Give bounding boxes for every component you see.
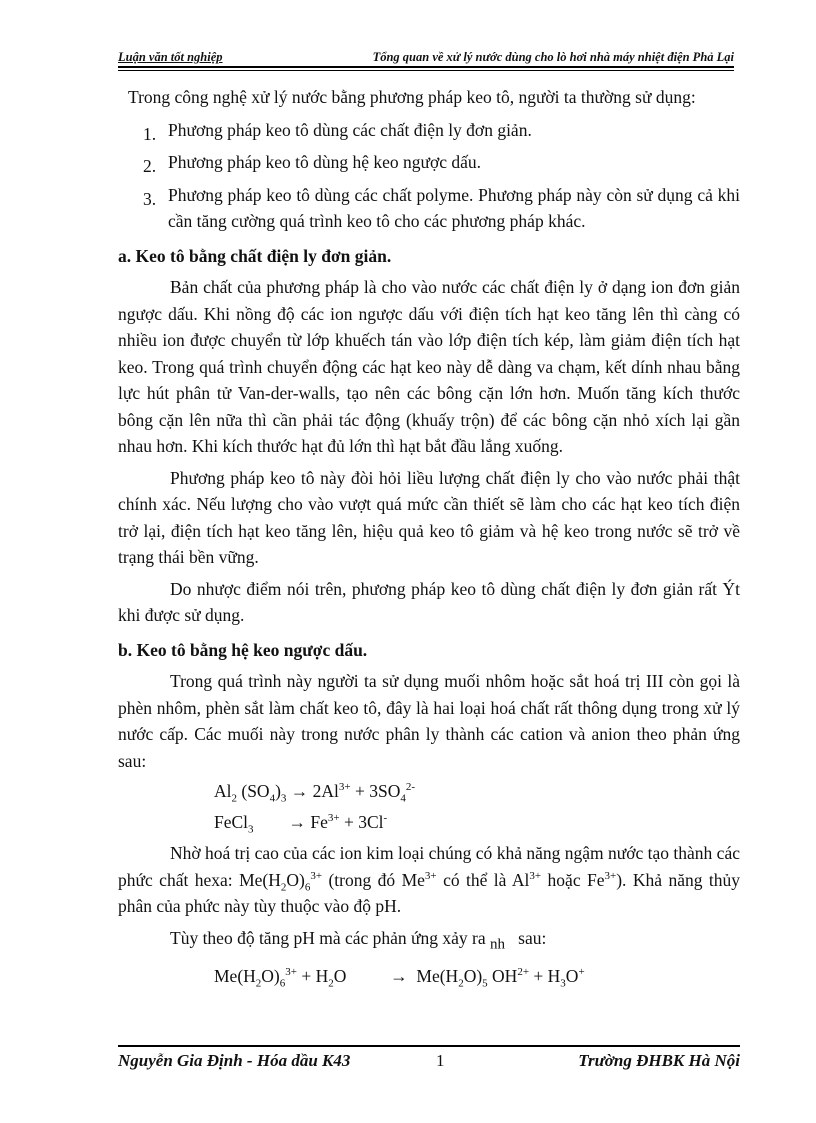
footer-author: Nguyễn Gia Định - Hóa dầu K43: [118, 1051, 351, 1070]
section-a-heading: a. Keo tô bằng chất điện ly đơn giản.: [118, 245, 392, 266]
methods-list: [118, 117, 740, 235]
list-text: Phương pháp keo tô dùng các chất polyme. Phương pháp này còn sử dụng cả khi cần tăng cường quá trình keo tô cho các phương pháp khác.: [168, 184, 740, 231]
header-rule-thin: [118, 70, 734, 71]
header-rule: [118, 66, 734, 68]
arrow-icon: →: [390, 966, 408, 986]
equation-ferric-chloride: FeCl$_3$ → $Fe^{3+} + 3Cl^-$: [214, 811, 388, 835]
list-number: 2.: [143, 156, 157, 176]
intro-paragraph: Trong công nghệ xử lý nước bằng phương pháp keo tô, người ta thường sử dụng:: [128, 87, 696, 107]
list-item: [118, 117, 740, 144]
section-b-paragraph-1: Trong quá trình này người ta sử dụng muối nhôm hoặc sắt hoá trị III còn gọi là phèn nhôm, phèn sắt làm chất keo tô, đây là hai loại hoá chất rất thông dụng trong xử lý nước cấp. Các muối này trong nước phân ly thành các cation và anion theo phản ứng sau:: [118, 671, 740, 771]
header-left: Luận văn tốt nghiệp: [118, 50, 223, 64]
list-text: Phương pháp keo tô dùng hệ keo ngược dấu.: [168, 152, 482, 172]
header-right: Tổng quan về xử lý nước dùng cho lò hơi nhà máy nhiệt điện Phả Lại: [372, 50, 734, 64]
section-b-paragraph-3: Tùy theo độ tăng pH mà các phản ứng xảy ra $_{nh}$ sau:: [170, 927, 547, 952]
arrow-icon: →: [290, 781, 309, 801]
section-b-paragraph-2: Nhờ hoá trị cao của các ion kim loại chúng có khả năng ngậm nước tạo thành các phức chất hexa: $Me(H_2O)_6^{3+}$ (trong đó $Me^{3+}$ có thể là $Al^{3+}$ hoặc $Fe^{3+}$). Khả năng thủy phân của phức này tùy thuộc vào độ pH.: [118, 843, 740, 916]
footer-rule: [118, 1045, 740, 1047]
section-b-heading: b. Keo tô bằng hệ keo ngược dấu.: [118, 639, 368, 660]
equation-hydrolysis: $Me(H_2O)_6^{3+} + H_2O$ → $Me(H_2O)_5$ $OH^{2+} + H_3O^+$: [214, 966, 585, 990]
section-a-paragraph-2: Phương pháp keo tô này đòi hỏi liều lượng chất điện ly cho vào nước phải thật chính xác. Nếu lượng cho vào vượt quá mức cần thiết sẽ làm cho các hạt keo tích điện trở lại, điện tích hạt keo tăng lên, hiệu quả keo tô giảm và hệ keo trong nước sẽ trở về trạng thái bền vững.: [118, 467, 740, 567]
page-body: [118, 84, 740, 992]
arrow-icon: →: [288, 811, 307, 832]
equation-alum: $Al_2$ $(SO_4)_3 \to 2Al^{3+} + 3SO_4^{2-}$: [214, 781, 416, 805]
list-number: 3.: [143, 188, 157, 209]
list-text: Phương pháp keo tô dùng các chất điện ly đơn giản.: [168, 119, 532, 140]
list-item: [118, 182, 740, 235]
footer-school: Trường ĐHBK Hà Nội: [578, 1051, 740, 1070]
page-number: 1: [436, 1051, 445, 1070]
list-item: [118, 149, 740, 176]
list-number: 1.: [143, 123, 157, 144]
section-a-paragraph-3: Do nhược điểm nói trên, phương pháp keo tô dùng chất điện ly đơn giản rất Ýt khi được sử dụng.: [118, 578, 740, 625]
section-a-paragraph-1: Bản chất của phương pháp là cho vào nước các chất điện ly ở dạng ion đơn giản ngược dấu. Khi nồng độ các ion ngược dấu với điện tích hạt keo tăng lên thì càng có nhiều ion được chuyển từ lớp khuếch tán vào lớp điện tích kép, làm giảm điện tích hạt keo. Trong quá trình chuyển động các hạt keo này dễ dàng va chạm, kết dính nhau bằng lực hút phân tử Van-der-walls, tạo nên các bông cặn lớn hơn. Muốn tăng kích thước bông cặn lên nữa thì cần phải tác động (khuấy trộn) để các bông cặn nhỏ xích lại gần nhau hơn. Khi kích thước hạt đủ lớn thì hạt bắt đầu lắng xuống.: [118, 277, 740, 456]
running-footer: [118, 1051, 740, 1079]
